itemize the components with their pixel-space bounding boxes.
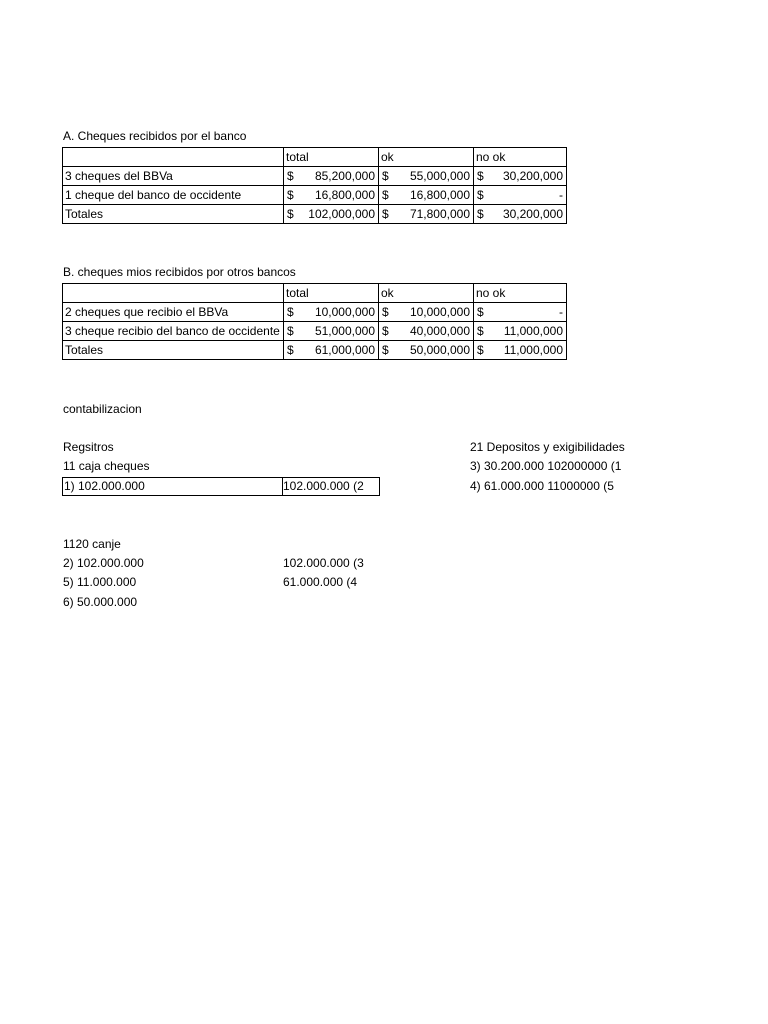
header-cell-total: total <box>284 148 379 167</box>
table-header-row <box>63 284 567 303</box>
amount: 50,000,000 <box>409 343 470 357</box>
section-b-title: B. cheques mios recibidos por otros bancos <box>63 265 296 279</box>
currency-symbol: $ <box>287 343 294 357</box>
amount: 51,000,000 <box>314 324 375 338</box>
caja-cheques-title: 11 caja cheques <box>63 459 150 473</box>
amount: 16,800,000 <box>314 188 375 202</box>
cell-total <box>284 322 379 341</box>
currency-symbol: $ <box>477 188 484 202</box>
canje-debit: 5) 11.000.000 <box>63 575 137 589</box>
row-label: 3 cheques del BBVa <box>63 167 284 186</box>
cell-ok <box>379 322 474 341</box>
currency-symbol: $ <box>287 207 294 221</box>
amount: 10,000,000 <box>314 305 375 319</box>
cell-nook <box>474 186 567 205</box>
row-label: Totales <box>63 205 284 224</box>
table-row <box>63 303 567 322</box>
header-cell-nook: no ok <box>474 148 567 167</box>
amount: 30,200,000 <box>502 207 563 221</box>
cell-total <box>284 167 379 186</box>
cell-nook <box>474 303 567 322</box>
amount: 16,800,000 <box>409 188 470 202</box>
cell-total <box>284 303 379 322</box>
table-header-row <box>63 148 567 167</box>
cell-total <box>284 205 379 224</box>
contabilizacion-heading: contabilizacion <box>63 402 142 416</box>
currency-symbol: $ <box>382 207 389 221</box>
canje-debit: 6) 50.000.000 <box>63 595 138 609</box>
depositos-line: 3) 30.200.000 102000000 (1 <box>470 459 622 473</box>
amount: 55,000,000 <box>409 169 470 183</box>
currency-symbol: $ <box>382 169 389 183</box>
table-row <box>63 186 567 205</box>
section-a-title: A. Cheques recibidos por el banco <box>63 129 247 143</box>
row-label: 3 cheque recibio del banco de occidente <box>63 322 284 341</box>
amount: 10,000,000 <box>409 305 470 319</box>
amount: - <box>559 188 563 202</box>
section-b-table <box>62 283 567 360</box>
canje-credit: 102.000.000 (3 <box>283 556 364 570</box>
currency-symbol: $ <box>287 305 294 319</box>
caja-credit: 102.000.000 (2 <box>283 479 364 493</box>
table-row <box>63 167 567 186</box>
canje-debit: 2) 102.000.000 <box>63 556 144 570</box>
cell-nook <box>474 167 567 186</box>
currency-symbol: $ <box>477 169 484 183</box>
currency-symbol: $ <box>477 305 484 319</box>
cell-total <box>284 341 379 360</box>
depositos-line: 4) 61.000.000 11000000 (5 <box>470 479 614 493</box>
cell-ok <box>379 303 474 322</box>
table-row-totals <box>63 341 567 360</box>
currency-symbol: $ <box>477 207 484 221</box>
amount: - <box>559 305 563 319</box>
registros-heading: Regsitros <box>63 440 114 454</box>
currency-symbol: $ <box>477 343 484 357</box>
header-cell <box>63 148 284 167</box>
section-a-table <box>62 147 567 224</box>
currency-symbol: $ <box>287 324 294 338</box>
cell-nook <box>474 205 567 224</box>
amount: 11,000,000 <box>503 324 563 338</box>
cell-ok <box>379 341 474 360</box>
currency-symbol: $ <box>382 343 389 357</box>
table-row <box>63 322 567 341</box>
amount: 85,200,000 <box>314 169 375 183</box>
cell-ok <box>379 186 474 205</box>
header-cell <box>63 284 284 303</box>
amount: 11,000,000 <box>503 343 563 357</box>
currency-symbol: $ <box>382 324 389 338</box>
header-cell-ok: ok <box>379 148 474 167</box>
amount: 61,000,000 <box>314 343 375 357</box>
amount: 30,200,000 <box>502 169 563 183</box>
cell-ok <box>379 205 474 224</box>
row-label: 2 cheques que recibio el BBVa <box>63 303 284 322</box>
table-row-totals <box>63 205 567 224</box>
canje-title: 1120 canje <box>63 537 121 551</box>
canje-credit: 61.000.000 (4 <box>283 575 358 589</box>
currency-symbol: $ <box>287 169 294 183</box>
amount: 40,000,000 <box>409 324 470 338</box>
cell-nook <box>474 322 567 341</box>
row-label: 1 cheque del banco de occidente <box>63 186 284 205</box>
amount: 102,000,000 <box>308 207 375 221</box>
caja-debit: 1) 102.000.000 <box>64 479 145 493</box>
currency-symbol: $ <box>477 324 484 338</box>
currency-symbol: $ <box>287 188 294 202</box>
header-cell-total: total <box>284 284 379 303</box>
amount: 71,800,000 <box>409 207 470 221</box>
cell-ok <box>379 167 474 186</box>
cell-nook <box>474 341 567 360</box>
depositos-title: 21 Depositos y exigibilidades <box>470 440 625 454</box>
currency-symbol: $ <box>382 188 389 202</box>
header-cell-ok: ok <box>379 284 474 303</box>
row-label: Totales <box>63 341 284 360</box>
header-cell-nook: no ok <box>474 284 567 303</box>
currency-symbol: $ <box>382 305 389 319</box>
cell-total <box>284 186 379 205</box>
